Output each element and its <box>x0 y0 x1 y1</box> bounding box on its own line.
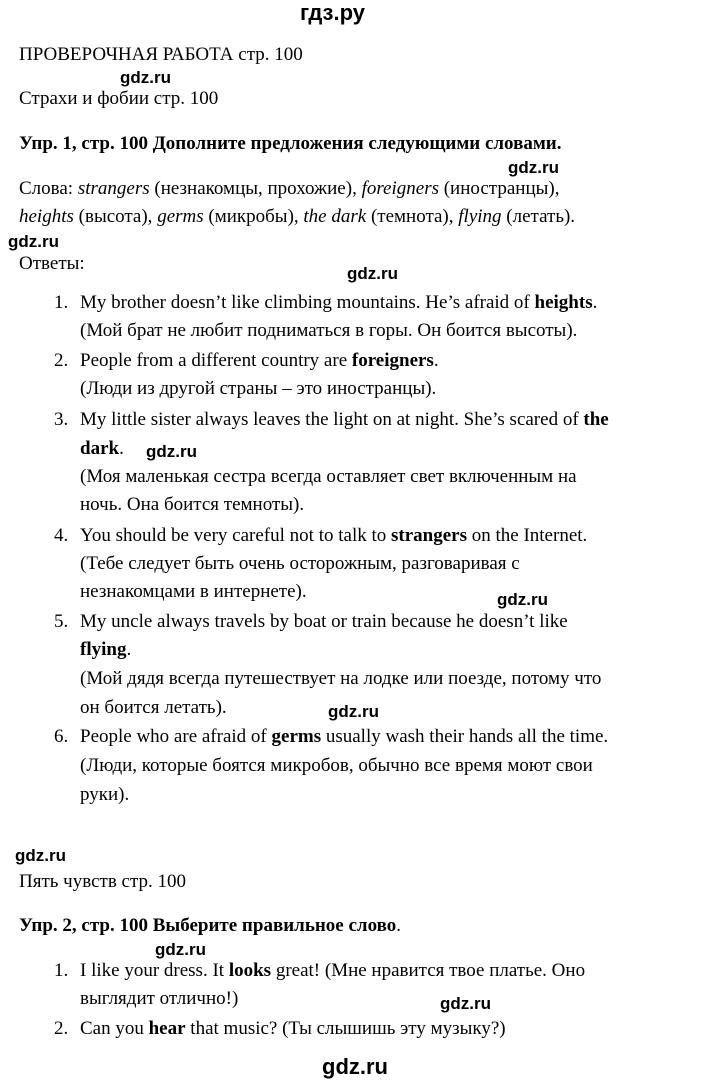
footer-watermark: gdz.ru <box>322 1054 388 1079</box>
watermark: gdz.ru <box>328 702 379 721</box>
watermark: gdz.ru <box>155 940 206 959</box>
section-subtitle: Страхи и фобии стр. 100 <box>19 88 219 109</box>
exercise-1-heading: Упр. 1, стр. 100 Дополните предложения следующими словами. <box>19 133 562 154</box>
section-subtitle: Пять чувств стр. 100 <box>19 871 187 892</box>
page-title: ПРОВЕРОЧНАЯ РАБОТА стр. 100 <box>19 44 303 65</box>
watermark: gdz.ru <box>347 264 398 283</box>
watermark: gdz.ru <box>497 590 548 609</box>
answers-label: Ответы: <box>19 253 85 274</box>
exercise-2-heading: Упр. 2, стр. 100 Выберите правильное слово. <box>19 915 401 936</box>
watermark: gdz.ru <box>15 846 66 865</box>
watermark: gdz.ru <box>120 68 171 87</box>
watermark: gdz.ru <box>146 442 197 461</box>
watermark: gdz.ru <box>440 994 491 1013</box>
word-list-line-1: Слова: strangers (незнакомцы, прохожие), foreigners (иностранцы), <box>19 178 560 199</box>
watermark: gdz.ru <box>8 232 59 251</box>
word-list-line-2: heights (высота), germs (микробы), the dark (темнота), flying (летать). <box>19 206 576 227</box>
site-header: гдз.ру <box>300 0 365 25</box>
watermark: gdz.ru <box>508 158 559 177</box>
